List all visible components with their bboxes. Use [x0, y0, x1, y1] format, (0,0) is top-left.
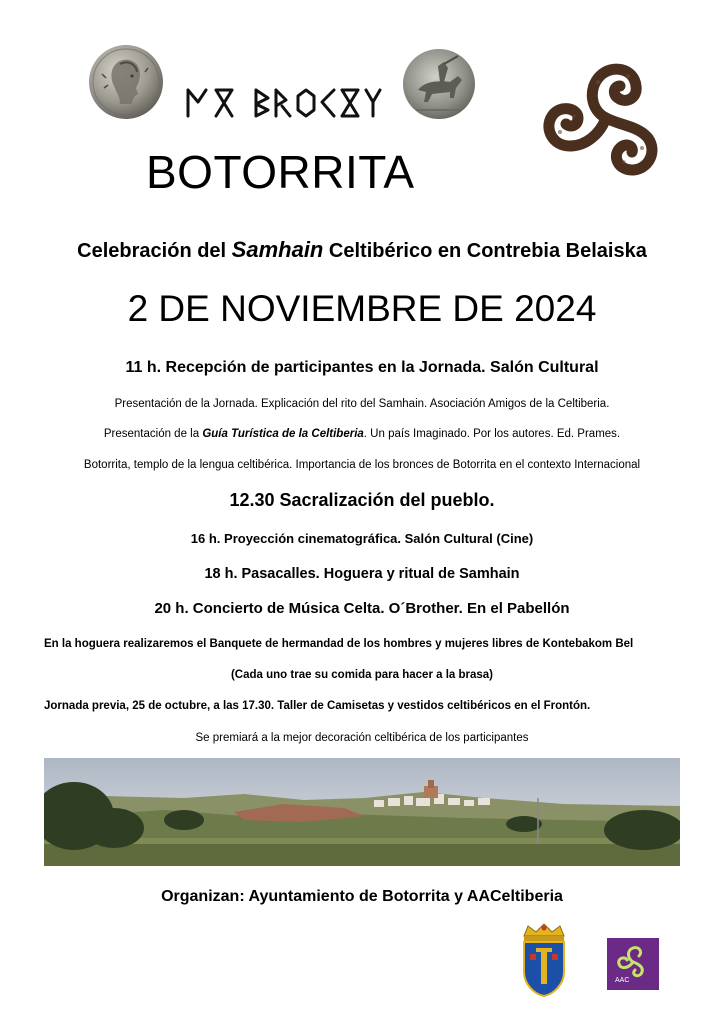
program-note-3: Jornada previa, 25 de octubre, a las 17.30. Taller de Camisetas y vestidos celtibéricos en el Frontón.: [44, 700, 591, 712]
program-item-4: 18 h. Pasacalles. Hoguera y ritual de Samhain: [204, 566, 520, 582]
detail2-after: . Un país Imaginado. Por los autores. Ed. Prames.: [363, 428, 621, 440]
landscape-photo: [44, 758, 680, 866]
triskelion-icon: [538, 52, 674, 180]
event-date: 2 DE NOVIEMBRE DE 2024: [127, 288, 597, 329]
subtitle-text-after: Celtibérico en Contrebia Belaiska: [323, 240, 647, 262]
program-item-2: 12.30 Sacralización del pueblo.: [229, 490, 495, 510]
detail2-emphasis: Guía Turística de la Celtiberia: [202, 428, 364, 440]
program-detail-2: [0, 426, 724, 442]
program-note-2: (Cada uno trae su comida para hacer a la brasa): [230, 669, 494, 681]
event-subtitle: [0, 236, 724, 265]
detail2-before: Presentación de la: [103, 428, 203, 440]
subtitle-text-before: Celebración del: [77, 240, 232, 262]
celtiberian-inscription: [186, 86, 382, 120]
program-note-4: Se premiará a la mejor decoración celtibérica de los participantes: [195, 732, 529, 744]
program-item-5: 20 h. Concierto de Música Celta. O´Brother. En el Pabellón: [154, 600, 570, 617]
coin-head-icon: [88, 44, 164, 120]
aac-logo-icon: [607, 938, 659, 990]
program-item-3: 16 h. Proyección cinematográfica. Salón Cultural (Cine): [190, 531, 534, 546]
program-note-1: En la hoguera realizaremos el Banquete de hermandad de los hombres y mujeres libres de Kontebakom Bel: [44, 638, 634, 650]
program-item-1: 11 h. Recepción de participantes en la Jornada. Salón Cultural: [125, 359, 599, 376]
subtitle-emphasis: Samhain: [231, 237, 324, 262]
organizers-text: Organizan: Ayuntamiento de Botorrita y AACeltiberia: [161, 888, 563, 905]
municipal-shield-icon: [516, 922, 572, 998]
program-detail-1: Presentación de la Jornada. Explicación del rito del Samhain. Asociación Amigos de la Celtiberia.: [114, 398, 610, 410]
coin-horseman-icon: [402, 48, 476, 120]
aac-logo-label: AAC: [615, 977, 630, 984]
page-title: BOTORRITA: [146, 146, 415, 198]
program-detail-3: Botorrita, templo de la lengua celtibérica. Importancia de los bronces de Botorrita en el contexto Internacional: [83, 459, 641, 471]
